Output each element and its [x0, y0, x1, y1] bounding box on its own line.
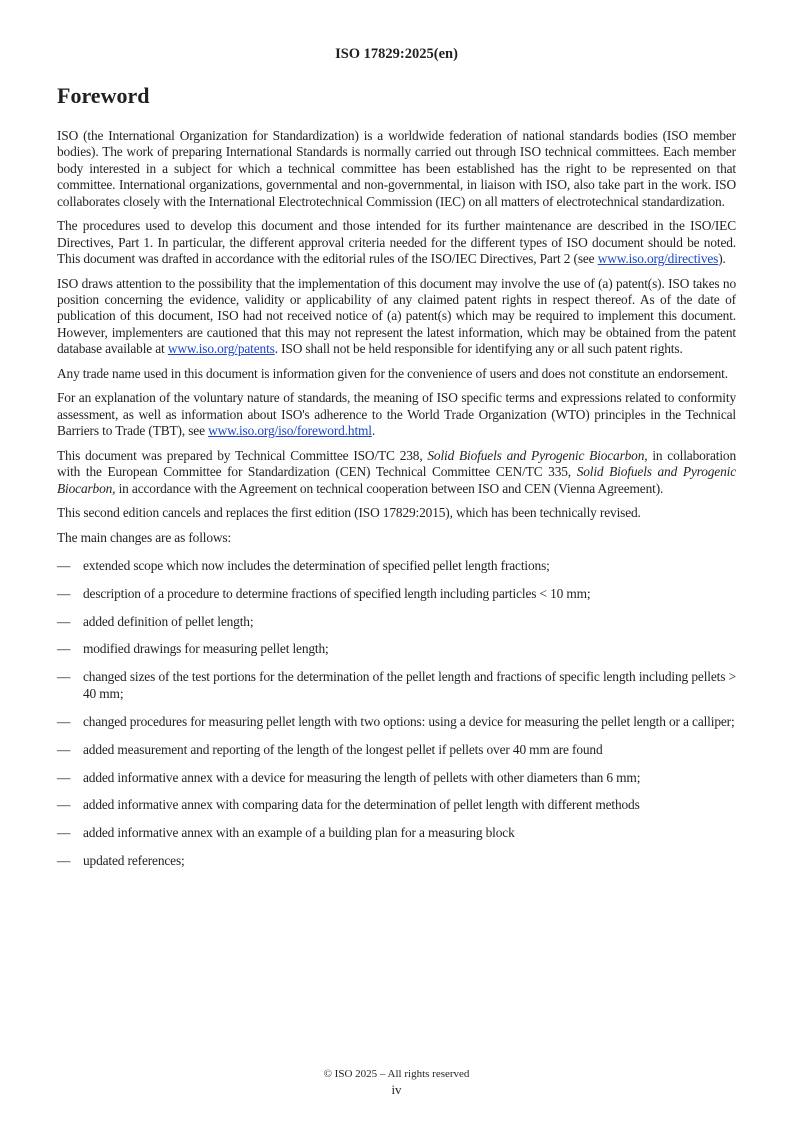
paragraph-patents [57, 276, 736, 358]
foreword-body [57, 128, 736, 881]
dash-bullet: — [57, 613, 71, 629]
dash-bullet: — [57, 585, 71, 601]
dash-bullet: — [57, 713, 71, 729]
list-item [57, 770, 736, 786]
paragraph-voluntary-nature [57, 390, 736, 439]
foreword-link[interactable]: www.iso.org/iso/foreword.html [208, 423, 372, 439]
committee-title: Solid Biofuels and Pyrogenic Biocarbon [427, 447, 645, 463]
list-item-text: added definition of pellet length; [83, 613, 254, 629]
text: , in collaboration with the European Committee for Standardization (CEN) Technical Committee CEN/TC 335, [57, 447, 737, 480]
dash-bullet: — [57, 557, 71, 573]
text: in accordance with the Agreement on technical cooperation between ISO and CEN (Vienna Agreement). [115, 480, 664, 496]
list-item-text: added informative annex with comparing data for the determination of pellet length with different methods [83, 797, 640, 813]
list-item [57, 641, 736, 657]
text: ). [718, 251, 726, 267]
text: . [371, 423, 376, 439]
paragraph-prepared-by [57, 448, 736, 497]
dash-bullet: — [57, 853, 71, 869]
list-item [57, 614, 736, 630]
paragraph-procedures [57, 218, 736, 267]
list-item-text: modified drawings for measuring pellet length; [83, 641, 329, 657]
dash-bullet: — [57, 825, 71, 841]
dash-bullet: — [57, 669, 71, 685]
paragraph-trade-name: Any trade name used in this document is information given for the convenience of users and does not constitute an endorsement. [57, 365, 728, 381]
list-item-text: changed sizes of the test portions for the determination of the pellet length and fractions of specific length including pellets > 40 mm; [83, 669, 736, 701]
list-item-text: updated references; [83, 853, 185, 869]
patents-link[interactable]: www.iso.org/patents [167, 341, 275, 357]
page-title: Foreword [57, 83, 150, 108]
list-item-text: added measurement and reporting of the length of the longest pellet if pellets over 40 mm are found [83, 741, 603, 757]
text: . ISO shall not be held responsible for identifying any or all such patent rights. [274, 341, 683, 357]
list-item-text: extended scope which now includes the determination of specified pellet length fractions; [83, 557, 550, 573]
list-item [57, 669, 736, 702]
dash-bullet: — [57, 641, 71, 657]
dash-bullet: — [57, 741, 71, 757]
text: The procedures used to develop this document and those intended for its further maintenance are described in the ISO/IEC Directives, Part 1. In particular, the different approval criteria needed for the different types of ISO document should be noted. This document was drafted in accordance with the editorial rules of the ISO/IEC Directives, Part 2 (see [57, 218, 736, 267]
paragraph-iso-intro: ISO (the International Organization for Standardization) is a worldwide federation of national standards bodies (ISO member bodies). The work of preparing International Standards is normally carried out through ISO technical committees. Each member body interested in a subject for which a technical committee has been established has the right to be represented on that committee. International organizations, governmental and non-governmental, in liaison with ISO, also take part in the work. ISO collaborates closely with the International Electrotechnical Commission (IEC) on all matters of electrotechnical standardization. [57, 128, 736, 209]
list-item [57, 825, 736, 841]
dash-bullet: — [57, 769, 71, 785]
list-item-text: changed procedures for measuring pellet length with two options: using a device for measuring the pellet length or a calliper; [83, 713, 735, 729]
list-item-text: added informative annex with a device for measuring the length of pellets with other diameters than 6 mm; [83, 769, 641, 785]
page-footer [0, 1066, 793, 1098]
page-number: iv [391, 1082, 402, 1097]
list-item [57, 558, 736, 574]
text: ISO draws attention to the possibility that the implementation of this document may involve the use of (a) patent(s). ISO takes no position concerning the evidence, validity or applicability of any claimed patent rights in respect thereof. As of the date of publication of this document, ISO had not received notice of (a) patent(s) which may be required to implement this document. However, implementers are cautioned that this may not represent the latest information, which may be obtained from the patent database available at [57, 275, 736, 357]
list-item [57, 742, 736, 758]
text: This document was prepared by Technical Committee ISO/TC 238, [57, 447, 428, 463]
committee-title: Solid Biofuels and Pyrogenic Biocarbon, [57, 464, 736, 496]
directives-link[interactable]: www.iso.org/directives [597, 251, 719, 267]
changes-list [57, 558, 736, 870]
list-item [57, 714, 736, 730]
paragraph-edition: This second edition cancels and replaces the first edition (ISO 17829:2015), which has been technically revised. [57, 505, 641, 521]
list-item [57, 586, 736, 602]
list-item-text: description of a procedure to determine fractions of specified length including particles < 10 mm; [83, 585, 591, 601]
paragraph-main-changes-intro: The main changes are as follows: [57, 529, 232, 545]
document-id-header: ISO 17829:2025(en) [335, 46, 458, 62]
list-item [57, 853, 736, 869]
list-item-text: added informative annex with an example of a building plan for a measuring block [83, 825, 515, 841]
list-item [57, 797, 736, 813]
text: For an explanation of the voluntary nature of standards, the meaning of ISO specific terms and expressions related to conformity assessment, as well as information about ISO's adherence to the World Trade Organization (WTO) principles in the Technical Barriers to Trade (TBT), see [57, 390, 736, 439]
dash-bullet: — [57, 797, 71, 813]
copyright-notice: © ISO 2025 – All rights reserved [323, 1068, 470, 1080]
